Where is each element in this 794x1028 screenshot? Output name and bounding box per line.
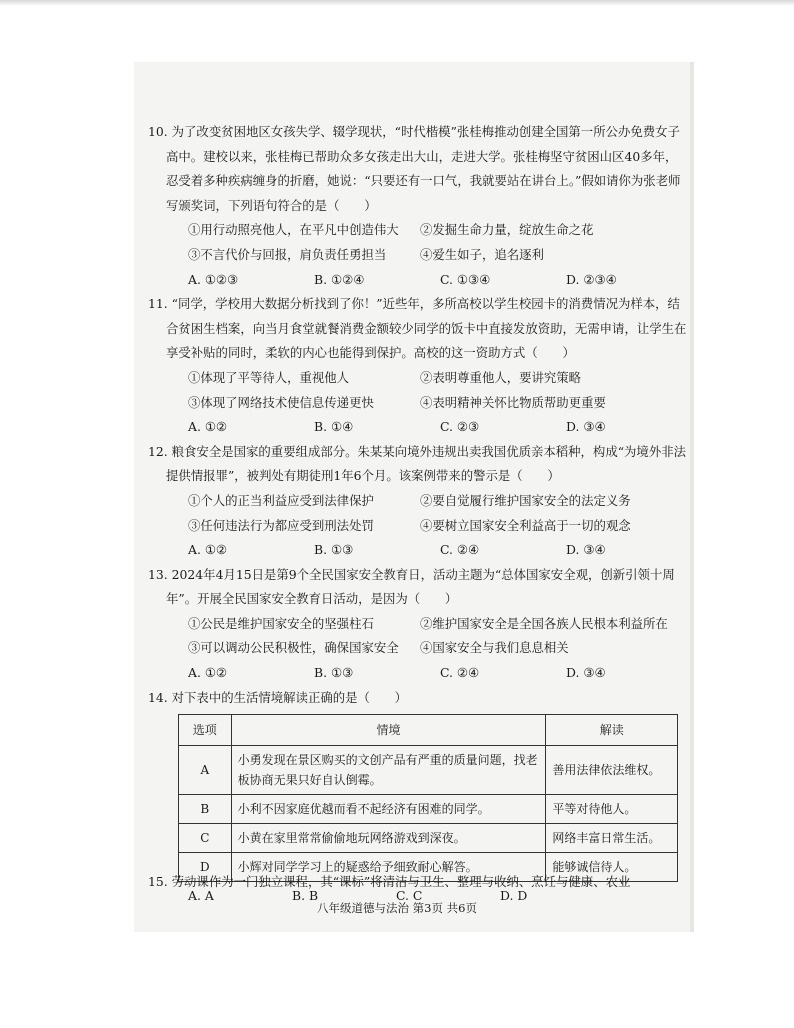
table-cell: 小利不因家庭优越而看不起经济有困难的同学。	[231, 795, 546, 824]
answer-b: B. ①③	[314, 665, 354, 681]
choice-2: ②表明尊重他人，要讲究策略	[420, 369, 582, 385]
choice-4: ④爱生如子，追名逐利	[420, 246, 544, 262]
table-cell: 网络丰富日常生活。	[546, 824, 678, 853]
question-15-stem: 15. 劳动课作为一门独立课程，其“课标”将清洁与卫生、整理与收纳、烹饪与健康、农业	[148, 874, 631, 889]
question-11	[148, 292, 688, 440]
answer-options	[148, 538, 688, 563]
answer-b: B. ①③	[314, 542, 354, 558]
answer-c: C. ②③	[440, 419, 480, 435]
choice-2: ②发掘生命力量，绽放生命之花	[420, 222, 594, 238]
choice-2: ②维护国家安全是全国各族人民根本利益所在	[420, 615, 668, 631]
column-header: 解读	[546, 715, 678, 746]
column-header: 选项	[179, 715, 232, 746]
page-footer: 八年级道德与法治 第3页 共6页	[317, 901, 477, 915]
answer-a: A. ①②	[188, 419, 228, 435]
question-choices	[148, 612, 688, 661]
exam-content	[148, 120, 688, 909]
question-12	[148, 440, 688, 563]
answer-a: A. ①②	[188, 542, 228, 558]
question-stem: 14. 对下表中的生活情境解读正确的是（ ）	[148, 689, 408, 705]
answer-d: D. ③④	[566, 542, 606, 558]
choice-4: ④表明精神关怀比物质帮助更重要	[420, 394, 606, 410]
question-choices	[148, 218, 688, 267]
choice-1: ①用行动照亮他人，在平凡中创造伟大	[188, 222, 399, 238]
table-cell: D	[179, 853, 232, 882]
table-cell: 小黄在家里常常偷偷地玩网络游戏到深夜。	[231, 824, 546, 853]
answer-d: D. ③④	[566, 665, 606, 681]
answer-c: C. ①③④	[440, 271, 491, 287]
question-choices	[148, 366, 688, 415]
answer-a: A. ①②③	[188, 271, 239, 287]
question-stem: 12. 粮食安全是国家的重要组成部分。朱某某向境外违规出卖我国优质亲本稻种，构成“为境外非法提供情报罪”，被判处有期徒刑1年6个月。该案例带来的警示是（ ）	[148, 443, 686, 484]
table-cell: 小辉对同学学习上的疑惑给予细致耐心解答。	[231, 853, 546, 882]
table-cell: 能够诚信待人。	[546, 853, 678, 882]
table-cell: C	[179, 824, 232, 853]
scenario-table	[178, 714, 678, 882]
table-row	[179, 795, 678, 824]
choice-3: ③体现了网络技术使信息传递更快	[188, 394, 374, 410]
table-header-row	[179, 715, 678, 746]
choice-1: ①体现了平等待人，重视他人	[188, 369, 350, 385]
answer-d: D. ②③④	[566, 271, 617, 287]
question-13	[148, 563, 688, 686]
answer-b: B. B	[292, 888, 319, 904]
answer-b: B. ①④	[314, 419, 354, 435]
table-row	[179, 824, 678, 853]
table-row	[179, 746, 678, 795]
answer-d: D. D	[500, 888, 528, 904]
answer-options	[148, 268, 688, 293]
answer-c: C. ②④	[440, 542, 480, 558]
choice-3: ③可以调动公民积极性，确保国家安全	[188, 640, 399, 656]
question-stem: 13. 2024年4月15日是第9个全民国家安全教育日，活动主题为“总体国家安全观，创新引领十周年”。开展全民国家安全教育日活动，是因为（ ）	[148, 566, 675, 607]
answer-c: C. C	[396, 888, 423, 904]
question-10	[148, 120, 688, 292]
answer-d: D. ③④	[566, 419, 606, 435]
choice-2: ②要自觉履行维护国家安全的法定义务	[420, 492, 631, 508]
choice-1: ①公民是维护国家安全的坚强柱石	[188, 615, 374, 631]
answer-b: B. ①②④	[314, 271, 365, 287]
choice-4: ④国家安全与我们息息相关	[420, 640, 569, 656]
answer-options	[148, 415, 688, 440]
scan-top-shadow	[0, 0, 794, 6]
table-cell: 小勇发现在景区购买的文创产品有严重的质量问题，找老板协商无果只好自认倒霉。	[231, 746, 546, 795]
question-stem: 11. “同学，学校用大数据分析找到了你！”近些年，多所高校以学生校园卡的消费情况为样本，结合贫困生档案，向当月食堂就餐消费金额较少同学的饭卡中直接发放资助，无需申请，让学生在享受补贴的同时，柔软的内心也能得到保护。高校的这一资助方式（ ）	[148, 296, 687, 361]
question-stem: 10. 为了改变贫困地区女孩失学、辍学现状，“时代楷模”张桂梅推动创建全国第一所公办免费女子高中。建校以来，张桂梅已帮助众多女孩走出大山，走进大学。张桂梅坚守贫困山区40多年，忍受着多种疾病缠身的折磨，她说：“只要还有一口气，我就要站在讲台上。”假如请你为张老师写颁奖词，下列语句符合的是（ ）	[148, 124, 681, 213]
choice-3: ③任何违法行为都应受到刑法处罚	[188, 517, 374, 533]
choice-1: ①个人的正当利益应受到法律保护	[188, 492, 374, 508]
column-header: 情境	[231, 715, 546, 746]
table-cell: A	[179, 746, 232, 795]
table-cell: B	[179, 795, 232, 824]
table-cell: 善用法律依法维权。	[546, 746, 678, 795]
answer-a: A. ①②	[188, 665, 228, 681]
answer-options	[148, 661, 688, 686]
choice-3: ③不言代价与回报，肩负责任勇担当	[188, 246, 387, 262]
question-choices	[148, 489, 688, 538]
table-cell: 平等对待他人。	[546, 795, 678, 824]
answer-c: C. ②④	[440, 665, 480, 681]
choice-4: ④要树立国家安全利益高于一切的观念	[420, 517, 631, 533]
answer-a: A. A	[188, 888, 214, 904]
